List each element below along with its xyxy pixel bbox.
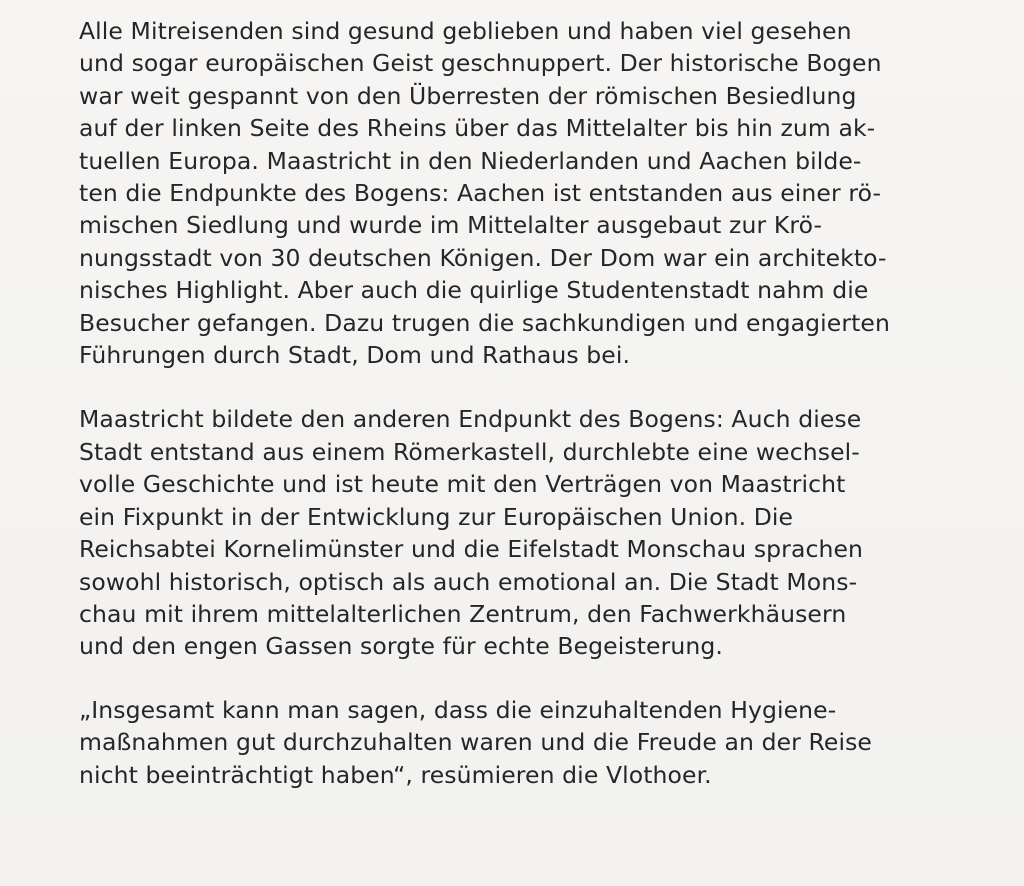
text-line: und sogar europäischen Geist geschnuppert. Der historische Bogen (79, 49, 882, 78)
text-line: Alle Mitreisenden sind gesund geblieben und haben viel gesehen (79, 17, 852, 45)
text-line: nungsstadt von 30 deutschen Königen. Der Dom war ein architekto- (79, 243, 887, 272)
text-line: auf der linken Seite des Rheins über das Mittelalter bis hin zum ak- (79, 114, 876, 143)
text-line: ten die Endpunkte des Bogens: Aachen ist entstanden aus einer rö- (79, 179, 882, 208)
text-line: maßnahmen gut durchzuhalten waren und die Freude an der Reise (79, 728, 872, 757)
text-line: und den engen Gassen sorgte für echte Begeisterung. (79, 632, 723, 661)
paragraph-spacer (79, 663, 959, 694)
paragraph-1 (79, 15, 959, 371)
text-line: Besucher gefangen. Dazu trugen die sachkundigen und engagierten (79, 308, 890, 337)
article-text (79, 15, 959, 791)
text-line: mischen Siedlung und wurde im Mittelalter ausgebaut zur Krö- (79, 211, 823, 240)
text-line: „Insgesamt kann man sagen, dass die einzuhaltenden Hygiene- (79, 695, 837, 724)
paragraph-spacer (79, 371, 959, 403)
text-line: ein Fixpunkt in der Entwicklung zur Europäischen Union. Die (79, 502, 794, 531)
text-line: nicht beeinträchtigt haben“, resümieren die Vlothoer. (79, 760, 712, 789)
text-line: Führungen durch Stadt, Dom und Rathaus bei. (79, 341, 631, 370)
paragraph-3 (79, 694, 959, 791)
text-line: Maastricht bildete den anderen Endpunkt des Bogens: Auch diese (79, 405, 862, 434)
text-line: sowohl historisch, optisch als auch emotional an. Die Stadt Mons- (79, 567, 858, 596)
text-line: war weit gespannt von den Überresten der römischen Besiedlung (79, 81, 857, 110)
text-line: chau mit ihrem mittelalterlichen Zentrum, den Fachwerkhäusern (79, 599, 847, 628)
text-line: Stadt entstand aus einem Römerkastell, durchlebte eine wechsel- (79, 437, 860, 466)
text-line: tuellen Europa. Maastricht in den Niederlanden und Aachen bilde- (79, 146, 862, 175)
text-line: Reichsabtei Kornelimünster und die Eifelstadt Monschau sprachen (79, 535, 864, 564)
paragraph-2 (79, 403, 959, 662)
text-line: volle Geschichte und ist heute mit den Verträgen von Maastricht (79, 470, 846, 499)
text-line: nisches Highlight. Aber auch die quirlige Studentenstadt nahm die (79, 276, 869, 305)
